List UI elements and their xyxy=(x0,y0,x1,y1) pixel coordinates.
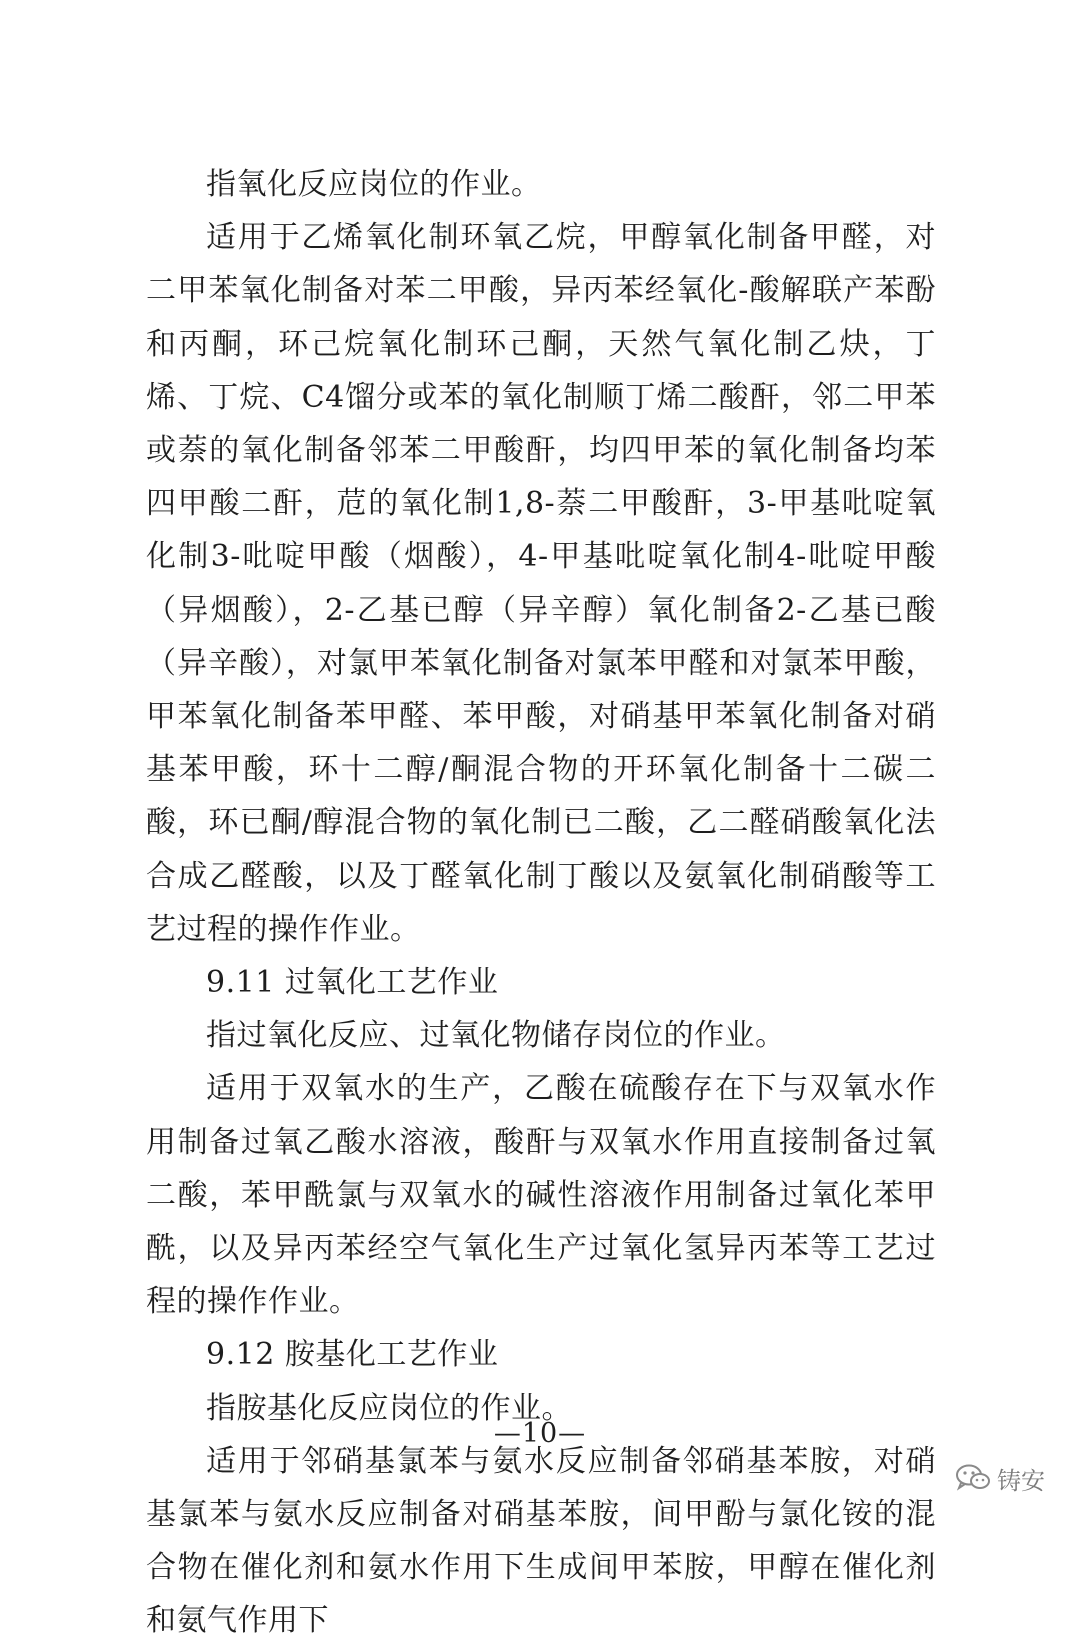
paragraph-amination-definition: 指胺基化反应岗位的作业。 xyxy=(206,1390,572,1426)
watermark-label: 铸安 xyxy=(997,1466,1045,1495)
section-heading-9-12: 9.12 胺基化工艺作业 xyxy=(206,1337,499,1373)
watermark xyxy=(955,1458,1045,1498)
paragraph-peroxidation-definition: 指过氧化反应、过氧化物储存岗位的作业。 xyxy=(206,1018,786,1054)
paragraph-oxidation-scope: 适用于乙烯氧化制环氧乙烷，甲醇氧化制备甲醛，对二甲苯氧化制备对苯二甲酸，异丙苯经氧化-酸解联产苯酚和丙酮，环己烷氧化制环己酮，天然气氧化制乙炔，丁烯、丁烷、C4馏分或苯的氧化制顺丁烯二酸酐，邻二甲苯或萘的氧化制备邻苯二甲酸酐，均四甲苯的氧化制备均苯四甲酸二酐，苊的氧化制1,8-萘二甲酸酐，3-甲基吡啶氧化制3-吡啶甲酸（烟酸），4-甲基吡啶氧化制4-吡啶甲酸（异烟酸），2-乙基已醇（异辛醇）氧化制备2-乙基已酸（异辛酸），对氯甲苯氧化制备对氯苯甲醛和对氯苯甲酸，甲苯氧化制备苯甲醛、苯甲酸，对硝基甲苯氧化制备对硝基苯甲酸，环十二醇/酮混合物的开环氧化制备十二碳二酸，环已酮/醇混合物的氧化制已二酸，乙二醛硝酸氧化法合成乙醛酸，以及丁醛氧化制丁酸以及氨氧化制硝酸等工艺过程的操作作业。 xyxy=(146,220,936,947)
paragraph-amination-scope: 适用于邻硝基氯苯与氨水反应制备邻硝基苯胺，对硝基氯苯与氨水反应制备对硝基苯胺，间甲酚与氯化铵的混合物在催化剂和氨水作用下生成间甲苯胺，甲醇在催化剂和氨气作用下 xyxy=(146,1443,936,1639)
page-number: —10— xyxy=(493,1418,587,1449)
section-heading-9-11: 9.11 过氧化工艺作业 xyxy=(206,965,499,1001)
wechat-icon xyxy=(955,1463,991,1493)
paragraph-oxidation-definition: 指氧化反应岗位的作业。 xyxy=(206,167,542,202)
paragraph-peroxidation-scope: 适用于双氧水的生产，乙酸在硫酸存在下与双氧水作用制备过氧乙酸水溶液，酸酐与双氧水作用直接制备过氧二酸，苯甲酰氯与双氧水的碱性溶液作用制备过氧化苯甲酰，以及异丙苯经空气氧化生产过氧化氢异丙苯等工艺过程的操作作业。 xyxy=(146,1071,936,1320)
